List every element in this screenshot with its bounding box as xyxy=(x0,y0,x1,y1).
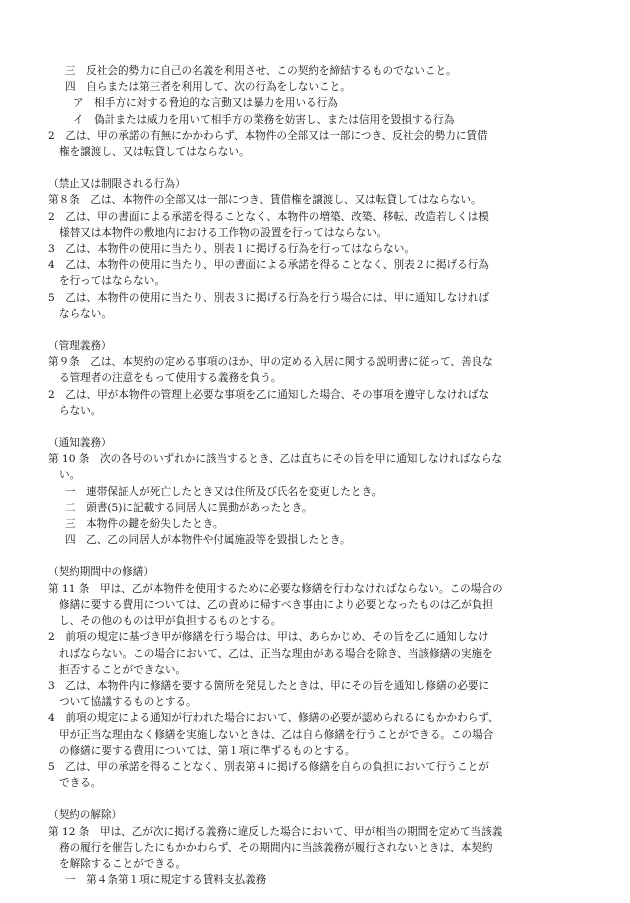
text-line: 2 乙は、甲が本物件の管理上必要な事項を乙に通知した場合、その事項を遵守しなければな xyxy=(48,388,490,401)
text-line: 権を譲渡し、又は転貸してはならない。 xyxy=(59,146,250,159)
text-line: らない。 xyxy=(59,404,102,417)
text-line: い。 xyxy=(59,469,81,482)
text-line: 4 前項の規定による通知が行われた場合において、修繕の必要が認められるにもかかわらず、 xyxy=(48,712,499,725)
paragraph-gap xyxy=(48,322,594,338)
paragraph-gap xyxy=(48,419,594,435)
text-line: 修繕に要する費用については、乙の責めに帰すべき事由により必要となったものは乙が負担 xyxy=(59,598,493,611)
text-line: ならない。 xyxy=(59,307,112,320)
text-line: 5 乙は、本物件の使用に当たり、別表３に掲げる行為を行う場合には、甲に通知しなければ xyxy=(48,291,490,304)
text-line: 一 連帯保証人が死亡したとき又は住所及び氏名を変更したとき。 xyxy=(65,485,383,498)
text-line: 四 自らまたは第三者を利用して、次の行為をしないこと。 xyxy=(65,81,351,94)
text-line: （通知義務） xyxy=(48,437,112,450)
text-line: 四 乙、乙の同居人が本物件や付属施設等を毀損したとき。 xyxy=(65,534,351,547)
text-line: 2 乙は、甲の承諾の有無にかかわらず、本物件の全部又は一部につき、反社会的勢力に賃借 xyxy=(48,129,488,142)
text-line: （契約の解除） xyxy=(48,809,123,822)
text-line: 二 頭書(5)に記載する同居人に異動があったとき。 xyxy=(65,501,313,514)
text-line: の修繕に要する費用については、第１項に準ずるものとする。 xyxy=(59,744,356,757)
text-line: 様替又は本物件の敷地内における工作物の設置を行ってはならない。 xyxy=(59,226,388,239)
text-line: 第 12 条 甲は、乙が次に掲げる義務に違反した場合において、甲が相当の期間を定めて当該義 xyxy=(48,825,503,838)
text-line: 3 乙は、本物件内に修繕を要する箇所を発見したときは、甲にその旨を通知し修繕の必要に xyxy=(48,679,490,692)
text-line: 拒否することができない。 xyxy=(59,663,187,676)
text-line: （契約期間中の修繕） xyxy=(48,566,154,579)
text-line: （禁止又は制限される行為） xyxy=(48,178,186,191)
text-line: を行ってはならない。 xyxy=(59,275,165,288)
paragraph-gap xyxy=(48,160,594,176)
text-line: （管理義務） xyxy=(48,340,112,353)
text-line: イ 偽計または威力を用いて相手方の業務を妨害し、または信用を毀損する行為 xyxy=(73,113,455,126)
paragraph-gap xyxy=(48,791,594,807)
text-line: る管理者の注意をもって使用する義務を負う。 xyxy=(59,372,282,385)
text-line: し、その他のものは甲が負担するものとする。 xyxy=(59,615,282,628)
text-line: 三 反社会的勢力に自己の名義を利用させ、この契約を締結するものでないこと。 xyxy=(65,65,457,77)
text-line: 三 本物件の鍵を紛失したとき。 xyxy=(65,518,224,531)
text-line: 甲が正当な理由なく修繕を実施しないときは、乙は自ら修繕を行うことができる。この場合 xyxy=(59,728,494,741)
text-line: ア 相手方に対する脅迫的な言動又は暴力を用いる行為 xyxy=(73,97,338,110)
text-line: 一 第４条第１項に規定する賃料支払義務 xyxy=(65,874,267,887)
text-line: 務の履行を催告したにもかかわらず、その期間内に当該義務が履行されないときは、本契約 xyxy=(59,841,493,854)
text-line: できる。 xyxy=(59,777,102,790)
text-line: を解除することができる。 xyxy=(59,857,187,870)
text-line: ればならない。この場合において、乙は、正当な理由がある場合を除き、当該修繕の実施を xyxy=(59,647,493,660)
text-line: 第 11 条 甲は、乙が本物件を使用するために必要な修繕を行わなければならない。この場合の xyxy=(48,582,503,595)
text-line: 第 10 条 次の各号のいずれかに該当するとき、乙は直ちにその旨を甲に通知しなければならな xyxy=(48,453,503,466)
text-line: 4 乙は、本物件の使用に当たり、甲の書面による承諾を得ることなく、別表２に掲げる行為 xyxy=(48,259,489,272)
text-line: 2 乙は、甲の書面による承諾を得ることなく、本物件の増築、改築、移転、改造若しくは模 xyxy=(48,210,489,223)
paragraph-gap xyxy=(48,548,594,564)
text-line: 第８条 乙は、本物件の全部又は一部につき、賃借権を譲渡し、又は転貸してはならない。 xyxy=(48,194,482,207)
text-line: 5 乙は、甲の承諾を得ることなく、別表第４に掲げる修繕を自らの負担において行うことが xyxy=(48,760,489,773)
text-line: ついて協議するものとする。 xyxy=(59,696,197,709)
text-line: 第９条 乙は、本契約の定める事項のほか、甲の定める入居に関する説明書に従って、善良な xyxy=(48,356,493,369)
text-line: 3 乙は、本物件の使用に当たり、別表１に掲げる行為を行ってはならない。 xyxy=(48,243,415,256)
text-line: 2 前項の規定に基づき甲が修繕を行う場合は、甲は、あらかじめ、その旨を乙に通知しなけ xyxy=(48,631,489,644)
